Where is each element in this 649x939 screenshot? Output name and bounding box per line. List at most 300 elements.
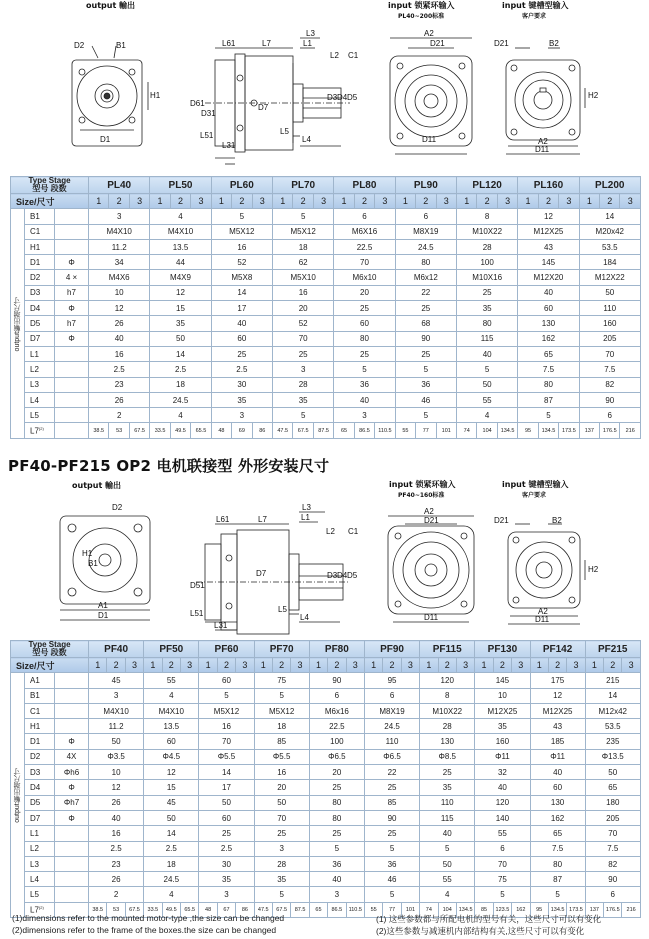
table-cell: 85 (254, 734, 309, 749)
dim-label: L3 (306, 29, 315, 38)
dim-label: D3 (327, 571, 338, 580)
type-stage-label: Type Stage (28, 640, 71, 649)
table-cell: 115 (456, 331, 517, 346)
table-cell: 110 (579, 301, 640, 316)
row-symbol: Φ (55, 810, 89, 825)
table-row (11, 239, 641, 254)
table-cell: 50 (144, 810, 199, 825)
table-cell: 25 (364, 826, 419, 841)
l7-cell: 55 (364, 902, 382, 917)
stage-header: 1 (309, 658, 327, 673)
stage-header: 2 (493, 658, 511, 673)
stage-header: 2 (354, 194, 374, 209)
table-row (11, 887, 641, 902)
table-row (11, 209, 641, 224)
dim-label: L7 (258, 515, 267, 524)
dim-label: D7 (258, 103, 269, 112)
table-cell: 75 (475, 872, 530, 887)
table-cell: 10 (475, 688, 530, 703)
model-header: PL60 (211, 177, 272, 194)
table-cell: M4X6 (89, 270, 150, 285)
table-cell: 5 (518, 408, 579, 423)
table-cell: 17 (211, 301, 272, 316)
table-cell: M6x16 (309, 703, 364, 718)
dim-label: L4 (302, 135, 311, 144)
row-label: H1 (25, 239, 55, 254)
l7-cell: 85 (475, 902, 493, 917)
row-symbol (55, 887, 89, 902)
row-symbol (55, 408, 89, 423)
stage-header: 3 (622, 658, 640, 673)
l7-cell: 38.5 (89, 902, 107, 917)
table-cell: 80 (456, 316, 517, 331)
table-cell: 25 (334, 346, 395, 361)
table-cell: 55 (456, 392, 517, 407)
table-cell: 90 (579, 392, 640, 407)
dim-label: H1 (82, 549, 93, 558)
row-symbol (55, 239, 89, 254)
stage-header: 2 (548, 658, 566, 673)
dim-label: D11 (535, 145, 550, 154)
table-cell: 60 (530, 780, 585, 795)
table-cell: 7.5 (530, 841, 585, 856)
table-cell: 24.5 (364, 719, 419, 734)
table-cell: 20 (309, 765, 364, 780)
table-cell: 2.5 (144, 841, 199, 856)
dim-label: A2 (538, 607, 548, 616)
l7-cell: 173.5 (567, 902, 585, 917)
dim-label: D5 (347, 571, 358, 580)
table-row (11, 346, 641, 361)
l7-label: L7 (30, 426, 39, 436)
dim-label: L5 (278, 605, 287, 614)
table-cell: 32 (475, 765, 530, 780)
dim-label: B2 (552, 516, 562, 525)
table-cell: 70 (199, 734, 254, 749)
table-cell: 28 (254, 856, 309, 871)
table-cell: 7.5 (585, 841, 640, 856)
table-cell: 34 (89, 255, 150, 270)
spec-table-pf (10, 640, 641, 918)
l7-cell: 67 (217, 902, 235, 917)
table-cell: 50 (585, 765, 640, 780)
l7-cell: 87.5 (291, 902, 309, 917)
l7-cell: 65.5 (180, 902, 198, 917)
l7-cell: 53 (109, 423, 129, 438)
dim-label: L31 (222, 141, 236, 150)
table-cell: 25 (273, 346, 334, 361)
table-cell: 6 (364, 688, 419, 703)
row-symbol (55, 377, 89, 392)
table-cell: 70 (475, 856, 530, 871)
l7-cell: 176.5 (600, 423, 620, 438)
row-label: D3 (25, 765, 55, 780)
stage-header: 1 (334, 194, 354, 209)
table-row (11, 749, 641, 764)
footnote-cn-2: (2)这些参数与减速机内部结构有关,这些尺寸可以有变化 (376, 926, 585, 936)
row-label-l7 (25, 423, 55, 438)
table-cell: M8X19 (395, 224, 456, 239)
table-cell: 5 (334, 362, 395, 377)
table-cell: 40 (334, 392, 395, 407)
table-cell: 2 (89, 408, 150, 423)
table-row (11, 719, 641, 734)
table-cell: 60 (144, 734, 199, 749)
table-cell: 70 (585, 826, 640, 841)
table-cell: 53.5 (579, 239, 640, 254)
table-cell: 55 (475, 826, 530, 841)
stage-header: 1 (530, 658, 548, 673)
dim-label: H1 (150, 91, 161, 100)
l7-cell: 74 (420, 902, 438, 917)
table-cell: 235 (585, 734, 640, 749)
l7-cell: 67.5 (129, 423, 149, 438)
table-cell: 2.5 (211, 362, 272, 377)
table-cell: 110 (420, 795, 475, 810)
l7-cell: 101 (401, 902, 419, 917)
table-cell: 14 (585, 688, 640, 703)
dim-label: D21 (494, 39, 509, 48)
table-row (11, 392, 641, 407)
table-cell: 205 (585, 810, 640, 825)
table-cell: M4X10 (89, 703, 144, 718)
table-cell: 13.5 (150, 239, 211, 254)
dim-label: L2 (330, 51, 339, 60)
table-cell: 40 (89, 810, 144, 825)
mid-input1-label: input 锁紧环输入 (389, 480, 456, 489)
table-cell: 130 (530, 795, 585, 810)
model-header: PL160 (518, 177, 579, 194)
stage-header: 2 (328, 658, 346, 673)
dim-label: D11 (535, 615, 550, 624)
table-cell: 5 (254, 688, 309, 703)
table-cell: 90 (585, 872, 640, 887)
table-cell: 50 (150, 331, 211, 346)
size-header: Size/尺寸 (11, 658, 89, 673)
model-header: PL80 (334, 177, 395, 194)
table-cell: M6X16 (334, 224, 395, 239)
table-cell: 8 (456, 209, 517, 224)
stage-header: 1 (254, 658, 272, 673)
stage-header: 2 (109, 194, 129, 209)
l7-cell: 137 (585, 902, 603, 917)
l7-cell: 216 (622, 902, 640, 917)
table-row (11, 362, 641, 377)
model-header: PF142 (530, 641, 585, 658)
dim-label: L7 (262, 39, 271, 48)
row-label: D7 (25, 331, 55, 346)
l7-cell: 65 (334, 423, 354, 438)
stage-header: 3 (180, 658, 198, 673)
dim-label: L4 (300, 613, 309, 622)
row-label: L4 (25, 392, 55, 407)
row-symbol (55, 826, 89, 841)
table-cell: 22.5 (334, 239, 395, 254)
l7-cell: 104 (438, 902, 456, 917)
stage-header: 3 (313, 194, 333, 209)
row-label: D5 (25, 316, 55, 331)
dim-label: A1 (98, 601, 108, 610)
table-cell: 5 (199, 688, 254, 703)
table-cell: 95 (364, 673, 419, 688)
l7-cell: 86 (252, 423, 272, 438)
stage-header: 2 (162, 658, 180, 673)
model-header: PL40 (89, 177, 150, 194)
table-cell: 35 (456, 301, 517, 316)
row-label: D2 (25, 749, 55, 764)
table-cell: 14 (211, 285, 272, 300)
table-cell: 3 (89, 209, 150, 224)
table-cell: 25 (199, 826, 254, 841)
stage-header: 2 (383, 658, 401, 673)
row-symbol (55, 856, 89, 871)
mid-drawings (0, 496, 649, 642)
stage-header: 2 (604, 658, 622, 673)
table-cell: M5X10 (273, 270, 334, 285)
top-output-label: output 輸出 (86, 1, 136, 10)
table-cell: 100 (456, 255, 517, 270)
table-cell: 160 (579, 316, 640, 331)
table-cell: 55 (420, 872, 475, 887)
table-cell: M4X10 (150, 224, 211, 239)
row-label: D1 (25, 734, 55, 749)
table-cell: 5 (273, 408, 334, 423)
model-header: PF130 (475, 641, 530, 658)
mid-input1-view (388, 516, 474, 622)
type-stage-cn-label: 型号 段数 (32, 184, 67, 193)
stage-header: 3 (512, 658, 530, 673)
stage-header: 3 (291, 658, 309, 673)
l7-cell: 110.5 (375, 423, 395, 438)
type-stage-header (11, 177, 89, 194)
table-cell: 60 (199, 810, 254, 825)
l7-cell: 134.5 (456, 902, 474, 917)
stage-header: 2 (217, 658, 235, 673)
l7-note: (2) (38, 905, 44, 911)
dim-label: D4 (337, 93, 348, 102)
table-cell: 30 (211, 377, 272, 392)
table-row (11, 316, 641, 331)
table-cell: 18 (144, 856, 199, 871)
stage-header: 3 (497, 194, 517, 209)
l7-cell: 134.5 (497, 423, 517, 438)
table-cell: Φ11 (530, 749, 585, 764)
stage-header: 2 (416, 194, 436, 209)
table-cell: 115 (420, 810, 475, 825)
model-header: PF70 (254, 641, 309, 658)
l7-cell: 48 (199, 902, 217, 917)
table-row (11, 780, 641, 795)
table-row-l7 (11, 423, 641, 438)
table-cell: 6 (334, 209, 395, 224)
table-row (11, 331, 641, 346)
mid-input2-sub: 客户要求 (522, 492, 547, 499)
table-cell: 145 (518, 255, 579, 270)
l7-cell: 134.5 (548, 902, 566, 917)
table-cell: 5 (530, 887, 585, 902)
table-cell: 65 (585, 780, 640, 795)
table-cell: 14 (144, 826, 199, 841)
row-label: L3 (25, 856, 55, 871)
table-cell: 12 (89, 301, 150, 316)
table-cell: 22.5 (309, 719, 364, 734)
table-cell: M5X12 (273, 224, 334, 239)
table-cell: 5 (211, 209, 272, 224)
l7-cell: 65.5 (191, 423, 211, 438)
l7-cell: 123.5 (493, 902, 511, 917)
stage-header: 3 (567, 658, 585, 673)
row-symbol: Φ (55, 301, 89, 316)
l7-cell: 95 (530, 902, 548, 917)
model-header: PL90 (395, 177, 456, 194)
row-symbol: h7 (55, 285, 89, 300)
table-cell: M10X16 (456, 270, 517, 285)
dim-label: D2 (112, 503, 123, 512)
table-cell: 162 (530, 810, 585, 825)
table-row (11, 255, 641, 270)
table-cell: 35 (199, 872, 254, 887)
row-label: L5 (25, 408, 55, 423)
stage-header: 2 (272, 658, 290, 673)
l7-cell: 216 (620, 423, 640, 438)
dim-label: D21 (494, 516, 509, 525)
table-cell: 35 (420, 780, 475, 795)
stage-header: 2 (293, 194, 313, 209)
table-cell: Φ6.5 (364, 749, 419, 764)
top-input1-label: input 锁紧环输入 (388, 1, 455, 10)
stage-header: 1 (585, 658, 603, 673)
row-symbol (55, 209, 89, 224)
table-row (11, 810, 641, 825)
footnote-en-1: (1)dimensions refer to the mounted motor-type ,the size can be changed (12, 913, 285, 923)
table-row (11, 841, 641, 856)
table-row (11, 408, 641, 423)
table-cell: Φ11 (475, 749, 530, 764)
table-cell: M12X25 (530, 703, 585, 718)
table-cell: 18 (150, 377, 211, 392)
l7-cell: 86 (236, 902, 254, 917)
table-cell: 5 (456, 362, 517, 377)
table-cell: M12X22 (579, 270, 640, 285)
table-cell: 82 (585, 856, 640, 871)
dim-label: D4 (337, 571, 348, 580)
table-cell: Φ4.5 (144, 749, 199, 764)
row-symbol (55, 841, 89, 856)
table-cell: 68 (395, 316, 456, 331)
table-cell: 40 (211, 316, 272, 331)
type-stage-label: Type Stage (28, 176, 71, 185)
stage-header: 3 (125, 658, 143, 673)
table-cell: 36 (364, 856, 419, 871)
row-label: D7 (25, 810, 55, 825)
table-cell: 10 (89, 285, 150, 300)
row-symbol: Φ (55, 331, 89, 346)
dim-label: A2 (424, 507, 434, 516)
table-cell: 35 (150, 316, 211, 331)
l7-cell: 38.5 (89, 423, 109, 438)
row-symbol (55, 346, 89, 361)
top-input2-sub: 客户要求 (522, 13, 547, 20)
l7-cell: 47.5 (254, 902, 272, 917)
spec-table-pl (10, 176, 641, 439)
table-cell: 40 (518, 285, 579, 300)
table-cell: 16 (89, 826, 144, 841)
stage-header: 2 (438, 658, 456, 673)
table-cell: 35 (254, 872, 309, 887)
l7-cell: 176.5 (604, 902, 622, 917)
table-cell: 15 (144, 780, 199, 795)
row-label: D4 (25, 780, 55, 795)
table-cell: 55 (144, 673, 199, 688)
row-symbol: 4 × (55, 270, 89, 285)
table-cell: 80 (530, 856, 585, 871)
table-cell: Φ6.5 (309, 749, 364, 764)
row-label: D1 (25, 255, 55, 270)
row-symbol: Φ (55, 780, 89, 795)
l7-cell: 65 (309, 902, 327, 917)
table-cell: 5 (273, 209, 334, 224)
table-cell: 10 (89, 765, 144, 780)
table-cell: 130 (420, 734, 475, 749)
l7-cell: 53 (107, 902, 125, 917)
table-cell: 175 (530, 673, 585, 688)
model-header: PF60 (199, 641, 254, 658)
table-cell: 5 (364, 887, 419, 902)
table-cell: 8 (420, 688, 475, 703)
model-header: PF90 (364, 641, 419, 658)
top-output-view (72, 46, 148, 146)
table-cell: 180 (585, 795, 640, 810)
dim-label: A2 (538, 137, 548, 146)
row-symbol: Φ (55, 255, 89, 270)
dim-label: D31 (201, 109, 216, 118)
table-cell: 184 (579, 255, 640, 270)
table-cell: 25 (395, 301, 456, 316)
table-cell: 43 (530, 719, 585, 734)
table-cell: 162 (518, 331, 579, 346)
table-cell: 87 (530, 872, 585, 887)
dim-label: H2 (588, 91, 599, 100)
table-cell: 25 (456, 285, 517, 300)
table-cell: 50 (199, 795, 254, 810)
table-row (11, 826, 641, 841)
table-cell: 40 (456, 346, 517, 361)
table-cell: 30 (199, 856, 254, 871)
model-header: PF115 (420, 641, 475, 658)
dim-label: B1 (116, 41, 126, 50)
table-row (11, 703, 641, 718)
table-cell: 80 (334, 331, 395, 346)
table-row (11, 734, 641, 749)
dim-label: D21 (430, 39, 445, 48)
table-cell: 4 (456, 408, 517, 423)
table-cell: 60 (334, 316, 395, 331)
l7-cell: 134.5 (538, 423, 558, 438)
row-label: L3 (25, 377, 55, 392)
table-cell: 16 (211, 239, 272, 254)
dim-label: B2 (549, 39, 559, 48)
mid-output-label: output 輸出 (72, 481, 122, 490)
model-header: PF40 (89, 641, 144, 658)
side-label: output輸出端尺寸 (11, 209, 25, 438)
table-cell: 24.5 (395, 239, 456, 254)
row-label: H1 (25, 719, 55, 734)
table-cell: 20 (273, 301, 334, 316)
table-cell: 12 (89, 780, 144, 795)
table-cell: M10X22 (456, 224, 517, 239)
row-label: B1 (25, 209, 55, 224)
dim-label: L2 (326, 527, 335, 536)
